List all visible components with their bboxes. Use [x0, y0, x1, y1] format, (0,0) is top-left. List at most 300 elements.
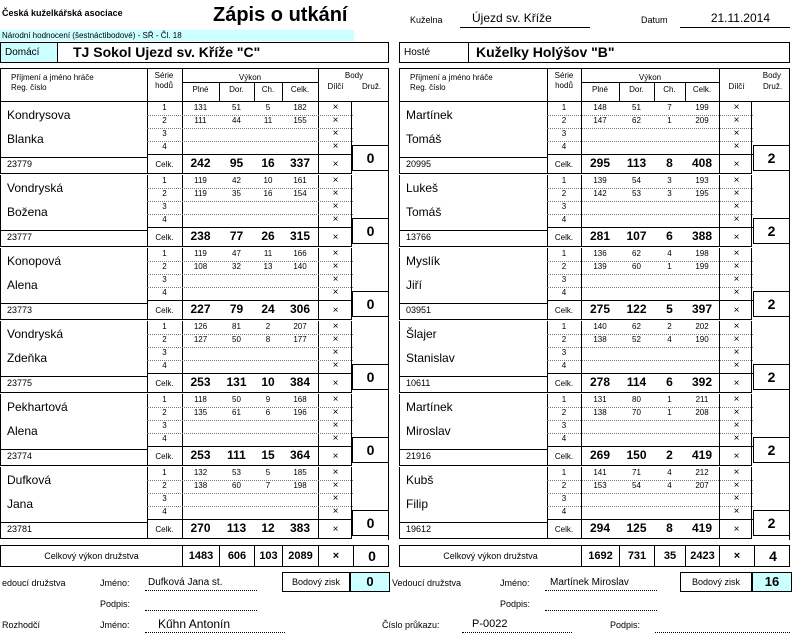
series-number: 1	[162, 103, 167, 112]
header-divider	[547, 69, 548, 101]
total-label: Celk.	[155, 160, 174, 169]
partial-point-mark: ×	[332, 102, 339, 113]
partial-point-mark: ×	[332, 360, 339, 371]
series-value: 1	[667, 116, 672, 125]
referee-name-label: Jméno:	[100, 620, 130, 630]
series-number: 1	[561, 322, 567, 331]
series-value: 9	[265, 395, 271, 404]
team-total-value: 1483	[182, 546, 219, 566]
header-divider	[719, 69, 720, 101]
player-total-value: 6	[666, 375, 673, 389]
player-total-value: 278	[589, 375, 611, 389]
card-label: Číslo průkazu:	[382, 620, 440, 630]
series-number: 3	[561, 348, 567, 357]
partial-point-mark: ×	[733, 493, 740, 504]
team-total-value: 2423	[685, 546, 719, 566]
series-value: 140	[293, 262, 307, 271]
series-number: 1	[561, 103, 567, 112]
player-reg-number: 03951	[406, 305, 432, 315]
team-total-value: 1692	[581, 546, 619, 566]
player-total-value: 24	[261, 302, 275, 316]
series-value: 10	[263, 176, 273, 185]
series-value: 7	[265, 481, 271, 490]
guest-player-points: 2	[753, 145, 790, 171]
partial-point-mark: ×	[332, 321, 339, 332]
series-value: 148	[593, 103, 607, 112]
partial-point-mark: ×	[332, 451, 339, 462]
series-value: 1	[667, 395, 672, 404]
series-number: 2	[162, 262, 167, 271]
series-number: 2	[162, 335, 167, 344]
partial-point-mark: ×	[733, 201, 740, 212]
player-first-name: Filip	[406, 497, 429, 511]
player-total-value: 6	[666, 229, 673, 243]
player-total-value: 419	[691, 448, 713, 462]
partial-point-mark: ×	[332, 188, 339, 199]
team-total-label: Celkový výkon družstva	[443, 551, 538, 561]
player-first-name: Zdeňka	[7, 351, 48, 365]
series-number: 2	[561, 481, 567, 490]
series-value: 135	[193, 408, 208, 417]
series-value: 119	[194, 176, 207, 185]
series-value: 47	[232, 249, 241, 258]
series-value: 209	[695, 116, 709, 125]
player-surname: Lukeš	[406, 181, 439, 195]
series-value: 142	[593, 189, 607, 198]
partial-point-mark: ×	[733, 248, 740, 259]
guest-player-points: 2	[753, 291, 790, 317]
series-value: 198	[695, 249, 709, 258]
player-first-name: Alena	[7, 424, 38, 438]
header-divider	[182, 69, 183, 101]
team-total-value: 0	[353, 546, 390, 566]
guest-leader-line	[545, 590, 657, 591]
player-total-value: 5	[666, 302, 673, 316]
home-player-points: 0	[352, 291, 389, 317]
player-total-value: 275	[589, 302, 611, 316]
series-value: 11	[263, 249, 273, 258]
series-number: 3	[561, 494, 567, 503]
col-misses: Ch.	[261, 85, 275, 94]
player-total-value: 337	[289, 156, 311, 170]
grid-line	[147, 519, 353, 520]
series-number: 3	[561, 275, 567, 284]
partial-point-mark: ×	[332, 115, 339, 126]
guest-player-block	[399, 321, 752, 393]
series-value: 70	[632, 408, 641, 417]
col-performance: Výkon	[638, 73, 662, 82]
series-number: 4	[561, 361, 567, 370]
partial-point-mark: ×	[733, 467, 740, 478]
series-number: 3	[162, 129, 167, 138]
partial-point-mark: ×	[332, 467, 339, 478]
venue-value: Újezd sv. Kříže	[460, 11, 590, 28]
header-divider	[619, 82, 620, 101]
player-surname: Vondryská	[7, 327, 64, 341]
grid-line	[1, 230, 147, 231]
series-value: 212	[695, 468, 709, 477]
partial-point-mark: ×	[733, 274, 740, 285]
series-value: 51	[632, 103, 641, 112]
series-value: 8	[265, 335, 271, 344]
player-total-value: 77	[229, 229, 244, 243]
grid-line	[1, 157, 147, 158]
series-number: 4	[561, 507, 567, 516]
partial-point-mark: ×	[733, 232, 740, 243]
grid-line	[147, 373, 353, 374]
guest-team-name: Kuželky Holýšov "B"	[476, 44, 615, 60]
grid-line	[147, 154, 353, 155]
series-number: 2	[561, 116, 567, 125]
series-value: 51	[232, 103, 241, 112]
series-value: 4	[667, 481, 672, 490]
partial-point-mark: ×	[332, 420, 339, 431]
col-points: Body	[762, 71, 781, 80]
home-leader-line	[145, 590, 257, 591]
series-number: 2	[561, 262, 567, 271]
partial-point-mark: ×	[733, 394, 740, 405]
player-reg-number: 23773	[7, 305, 33, 315]
player-total-value: 107	[626, 229, 647, 243]
partial-point-mark: ×	[733, 214, 740, 225]
player-reg-number: 23775	[7, 378, 33, 388]
series-value: 196	[293, 408, 307, 417]
partial-point-mark: ×	[332, 433, 339, 444]
series-value: 1	[667, 408, 672, 417]
guest-score-label: Bodový zisk	[680, 572, 752, 592]
home-player-block	[0, 102, 352, 174]
grid-line	[547, 154, 753, 155]
series-number: 3	[162, 202, 167, 211]
home-player-points: 0	[352, 437, 389, 463]
series-value: 138	[193, 481, 208, 490]
col-player-label: Příjmení a jméno hráče	[410, 73, 493, 82]
series-number: 1	[162, 322, 167, 331]
guest-player-points: 2	[753, 437, 790, 463]
player-surname: Vondryská	[7, 181, 64, 195]
col-misses: Ch.	[663, 85, 676, 94]
series-value: 136	[593, 249, 607, 258]
partial-point-mark: ×	[733, 360, 740, 371]
grid-line	[1, 522, 147, 523]
col-reg-label: Reg. číslo	[11, 83, 47, 92]
series-value: 4	[667, 249, 672, 258]
player-total-value: 384	[289, 375, 311, 389]
home-player-block	[0, 248, 352, 320]
date-value: 21.11.2014	[680, 11, 790, 28]
player-total-value: 15	[261, 448, 275, 462]
series-number: 4	[561, 288, 567, 297]
series-value: 140	[593, 322, 607, 331]
player-total-value: 388	[691, 229, 713, 243]
series-number: 1	[561, 249, 567, 258]
series-value: 2	[667, 322, 672, 331]
series-value: 182	[293, 103, 307, 112]
player-first-name: Jiří	[406, 278, 422, 292]
team-points-column	[753, 102, 790, 540]
home-score: 0	[350, 572, 390, 592]
partial-point-mark: ×	[332, 214, 339, 225]
partial-point-mark: ×	[733, 347, 740, 358]
home-player-block	[0, 321, 352, 393]
series-value: 54	[632, 481, 641, 490]
partial-point-mark: ×	[733, 321, 740, 332]
series-number: 4	[162, 361, 167, 370]
series-number: 1	[561, 395, 567, 404]
home-team-name: TJ Sokol Ujezd sv. Kříže "C"	[73, 44, 261, 60]
guest-player-block	[399, 102, 752, 174]
total-label: Celk.	[554, 525, 574, 534]
partial-point-mark: ×	[332, 128, 339, 139]
series-value: 161	[293, 176, 307, 185]
series-value: 118	[194, 395, 207, 404]
home-player-points: 0	[352, 145, 389, 171]
series-value: 3	[667, 189, 672, 198]
series-value: 7	[667, 103, 672, 112]
series-value: 108	[193, 262, 208, 271]
partial-point-mark: ×	[733, 115, 740, 126]
home-player-block	[0, 467, 352, 539]
partial-point-mark: ×	[733, 480, 740, 491]
total-label: Celk.	[554, 306, 574, 315]
col-total: Celk.	[692, 85, 712, 94]
team-total-label: Celkový výkon družstva	[44, 551, 139, 561]
series-value: 52	[632, 335, 641, 344]
series-value: 6	[265, 408, 271, 417]
col-partial: Dílčí	[728, 82, 745, 91]
grid-line	[147, 227, 353, 228]
header-divider	[318, 69, 319, 101]
date-label: Datum	[641, 15, 668, 25]
series-number: 2	[162, 481, 167, 490]
referee-name-line	[145, 632, 285, 633]
guest-player-block	[399, 248, 752, 320]
series-number: 2	[561, 408, 567, 417]
series-number: 3	[561, 202, 567, 211]
player-total-value: 281	[589, 229, 611, 243]
player-total-value: 253	[190, 448, 211, 462]
header-divider	[282, 82, 283, 101]
guest-score: 16	[752, 572, 792, 592]
series-value: 138	[593, 335, 607, 344]
partial-point-mark: ×	[332, 248, 339, 259]
series-value: 16	[263, 189, 273, 198]
total-label: Celk.	[155, 379, 174, 388]
player-surname: Konopová	[7, 254, 62, 268]
partial-point-mark: ×	[733, 506, 740, 517]
home-player-points: 0	[352, 218, 389, 244]
header-divider	[182, 82, 318, 83]
grid-line	[400, 230, 547, 231]
guest-team-header	[399, 42, 790, 63]
partial-point-mark: ×	[733, 287, 740, 298]
player-total-value: 315	[289, 229, 311, 243]
series-value: 168	[293, 395, 307, 404]
col-full: Plné	[591, 85, 608, 94]
player-total-value: 79	[229, 302, 244, 316]
partial-point-mark: ×	[332, 305, 339, 316]
partial-point-mark: ×	[332, 394, 339, 405]
series-value: 4	[667, 335, 672, 344]
player-total-value: 397	[691, 302, 713, 316]
series-value: 153	[593, 481, 607, 490]
team-total-value: ×	[318, 546, 353, 566]
player-surname: Martínek	[406, 108, 453, 122]
team-total-value: 731	[619, 546, 654, 566]
guest-player-block	[399, 394, 752, 466]
series-number: 2	[162, 116, 167, 125]
series-value: 13	[263, 262, 273, 271]
card-number: P-0022	[472, 618, 508, 630]
series-value: 207	[695, 481, 709, 490]
series-value: 126	[193, 322, 208, 331]
guest-player-block	[399, 467, 752, 539]
partial-point-mark: ×	[733, 378, 740, 389]
series-value: 50	[232, 395, 241, 404]
player-total-value: 242	[190, 156, 211, 170]
home-name-label: Jméno:	[100, 578, 130, 588]
team-total-value: 35	[654, 546, 685, 566]
partial-point-mark: ×	[332, 506, 339, 517]
team-total-value: 103	[254, 546, 282, 566]
header-divider	[147, 69, 148, 101]
series-value: 1	[667, 262, 672, 271]
total-label: Celk.	[554, 452, 574, 461]
guest-player-points: 2	[753, 364, 790, 390]
total-label: Celk.	[155, 452, 174, 461]
player-surname: Kubš	[406, 473, 434, 487]
series-value: 139	[593, 176, 607, 185]
home-column-header	[0, 68, 389, 102]
series-value: 208	[695, 408, 709, 417]
player-total-value: 269	[589, 448, 611, 462]
series-number: 2	[561, 189, 567, 198]
player-total-value: 294	[589, 521, 611, 535]
col-clear: Dor.	[229, 85, 244, 94]
partial-point-mark: ×	[332, 287, 339, 298]
player-total-value: 131	[226, 375, 247, 389]
player-surname: Pekhartová	[7, 400, 68, 414]
home-leader-name: Dufková Jana st.	[148, 577, 223, 588]
player-total-value: 8	[666, 156, 673, 170]
grid-line	[400, 522, 547, 523]
player-total-value: 12	[261, 521, 275, 535]
player-surname: Dufková	[7, 473, 52, 487]
total-label: Celk.	[554, 379, 574, 388]
player-total-value: 150	[626, 448, 647, 462]
player-total-value: 114	[626, 375, 647, 389]
guest-player-points: 2	[753, 218, 790, 244]
grid-line	[147, 300, 353, 301]
player-total-value: 26	[261, 229, 275, 243]
home-player-points: 0	[352, 364, 389, 390]
grid-line	[1, 303, 147, 304]
series-number: 3	[162, 421, 167, 430]
header-divider	[654, 82, 655, 101]
partial-point-mark: ×	[733, 451, 740, 462]
series-value: 147	[593, 116, 607, 125]
series-value: 2	[265, 322, 271, 331]
player-total-value: 295	[589, 156, 611, 170]
guest-column-header	[399, 68, 790, 102]
referee-sign-label: Podpis:	[610, 620, 641, 630]
player-total-value: 270	[190, 521, 211, 535]
player-reg-number: 20995	[406, 159, 432, 169]
player-first-name: Tomáš	[406, 205, 442, 219]
col-series-top: Série	[154, 71, 174, 80]
guest-name-label: Jméno:	[500, 578, 530, 588]
partial-point-mark: ×	[332, 480, 339, 491]
player-surname: Myslík	[406, 254, 440, 268]
partial-point-mark: ×	[332, 201, 339, 212]
guest-player-points: 2	[753, 510, 790, 536]
home-label: Domácí	[1, 43, 58, 62]
venue-label: Kuželna	[410, 15, 443, 25]
col-clear: Dor.	[629, 85, 644, 94]
player-surname: Šlajer	[406, 327, 437, 341]
series-number: 1	[162, 249, 167, 258]
partial-point-mark: ×	[332, 232, 339, 243]
guest-player-block	[399, 175, 752, 247]
grid-line	[547, 227, 753, 228]
player-reg-number: 23779	[7, 159, 33, 169]
partial-point-mark: ×	[733, 433, 740, 444]
home-score-label: Bodový zisk	[282, 572, 350, 592]
partial-point-mark: ×	[733, 261, 740, 272]
series-value: 131	[193, 103, 208, 112]
partial-point-mark: ×	[332, 334, 339, 345]
series-value: 177	[293, 335, 307, 344]
partial-point-mark: ×	[733, 334, 740, 345]
player-first-name: Alena	[7, 278, 38, 292]
team-total-value: 606	[219, 546, 254, 566]
series-number: 4	[162, 215, 167, 224]
total-label: Celk.	[155, 306, 174, 315]
series-value: 138	[593, 408, 607, 417]
partial-point-mark: ×	[332, 159, 339, 170]
series-number: 4	[561, 142, 567, 151]
series-value: 199	[695, 262, 709, 271]
col-series-top: Série	[554, 71, 574, 80]
grid-line	[147, 446, 353, 447]
grid-line	[547, 373, 753, 374]
player-first-name: Miroslav	[406, 424, 451, 438]
partial-point-mark: ×	[733, 141, 740, 152]
team-total-value: ×	[719, 546, 754, 566]
home-team-total-row	[0, 545, 389, 567]
col-team-points: Druž.	[361, 82, 382, 91]
series-value: 53	[632, 189, 641, 198]
player-total-value: 16	[261, 156, 275, 170]
series-value: 198	[293, 481, 307, 490]
col-series-bottom: hodů	[155, 81, 173, 90]
series-number: 1	[561, 176, 567, 185]
series-value: 141	[593, 468, 607, 477]
col-partial: Dílčí	[327, 82, 344, 91]
partial-point-mark: ×	[733, 175, 740, 186]
series-value: 53	[232, 468, 241, 477]
player-reg-number: 23774	[7, 451, 33, 461]
series-number: 3	[561, 129, 567, 138]
player-reg-number: 10611	[406, 378, 431, 388]
player-first-name: Stanislav	[406, 351, 455, 365]
series-value: 127	[193, 335, 208, 344]
player-total-value: 392	[691, 375, 713, 389]
series-value: 54	[632, 176, 641, 185]
rating-note: Národní hodnocení (šestnáctibodové) - SŘ - Čl. 18	[0, 30, 354, 41]
grid-line	[1, 449, 147, 450]
series-number: 2	[561, 335, 567, 344]
